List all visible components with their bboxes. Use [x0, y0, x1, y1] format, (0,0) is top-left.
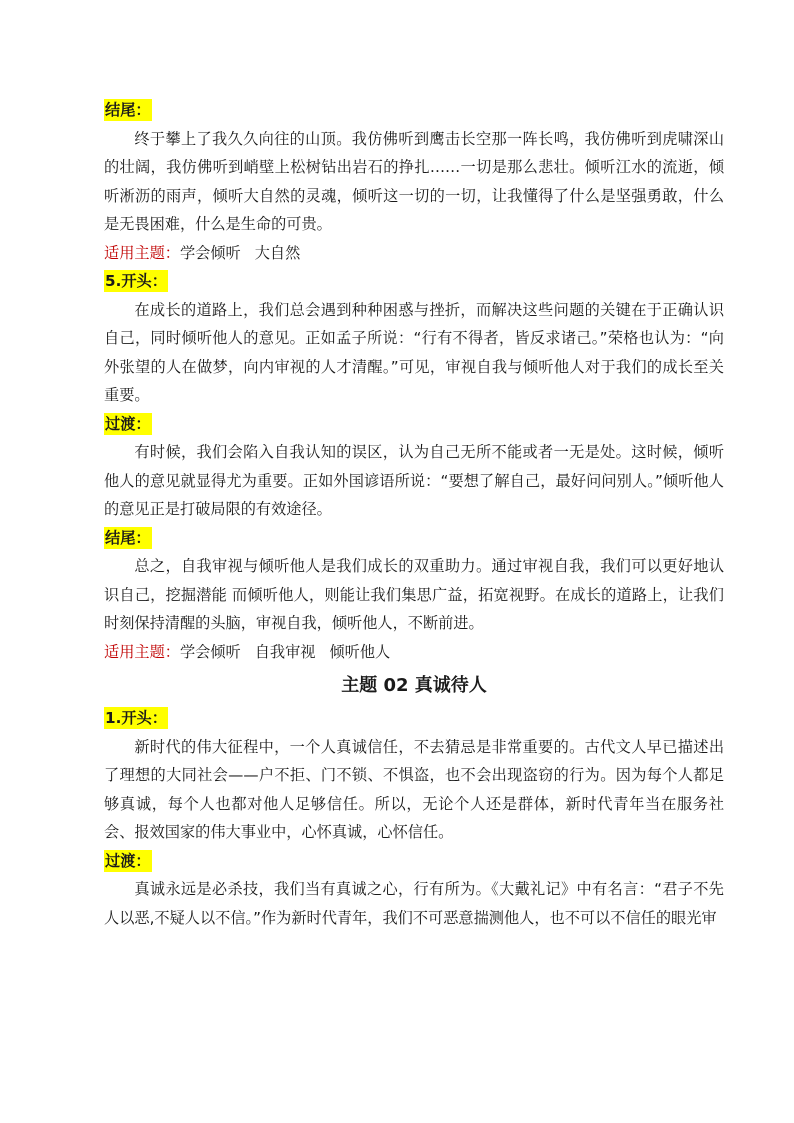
theme-tag: 学会倾听: [179, 642, 241, 661]
ending-paragraph: 总之，自我审视与倾听他人是我们成长的双重助力。通过审视自我，我们可以更好地认识自己，挖掘潜能 而倾听他人，则能让我们集思广益，拓宽视野。在成长的道路上，让我们时刻保持清醒的头脑，审视自我，倾听他人，不断前进。: [104, 557, 724, 632]
applicable-theme: [104, 638, 724, 667]
transition-label-line: [104, 847, 724, 876]
theme-tag: 学会倾听: [179, 243, 241, 262]
ending-label: 结尾：: [105, 528, 151, 547]
transition-label: 过渡：: [105, 414, 151, 433]
opening-label-line: [104, 267, 724, 296]
document-content: [104, 96, 724, 932]
theme-tags: [180, 244, 314, 262]
ending-paragraph: 终于攀上了我久久向往的山顶。我仿佛听到鹰击长空那一阵长鸣，我仿佛听到虎啸深山的壮阔，我仿佛听到峭壁上松树钻出岩石的挣扎……一切是那么悲壮。倾听江水的流逝，倾听淅沥的雨声，倾听大自然的灵魂，倾听这一切的一切，让我懂得了什么是坚强勇敢，什么是无畏困难，什么是生命的可贵。: [104, 129, 724, 233]
theme-tag: 自我审视: [254, 642, 316, 661]
ending-label-line: [104, 524, 724, 553]
ending-label-line: [104, 96, 724, 125]
transition-paragraph: 有时候，我们会陷入自我认知的误区，认为自己无所不能或者一无是处。这时候，倾听他人的意见就显得尤为重要。正如外国谚语所说：“要想了解自己，最好问问别人。”倾听他人的意见正是打破局限的有效途径。: [104, 443, 724, 518]
theme-tags: [180, 643, 404, 661]
transition-label-line: [104, 410, 724, 439]
theme-label: 适用主题：: [104, 642, 180, 661]
opening-label: 5.开头：: [105, 272, 167, 290]
section-heading: 主题 02 真诚待人: [341, 675, 487, 696]
theme-tag: 倾听他人: [329, 642, 391, 661]
opening-label: 1.开头：: [105, 709, 167, 727]
theme-tag: 大自然: [254, 243, 301, 262]
applicable-theme: [104, 239, 724, 268]
transition-label: 过渡：: [105, 851, 151, 870]
theme-label: 适用主题：: [104, 243, 180, 262]
opening-label-line: [104, 704, 724, 733]
ending-label: 结尾：: [105, 101, 151, 119]
transition-paragraph: 真诚永远是必杀技，我们当有真诚之心，行有所为。《大戴礼记》中有名言：“君子不先人以恶,不疑人以不信。”作为新时代青年，我们不可恶意揣测他人，也不可以不信任的眼光审: [104, 880, 724, 927]
opening-paragraph: 新时代的伟大征程中，一个人真诚信任，不去猜忌是非常重要的。古代文人早已描述出了理想的大同社会——户不拒、门不锁、不惧盗，也不会出现盗窃的行为。因为每个人都足够真诚，每个人也都对他人足够信任。所以，无论个人还是群体，新时代青年当在服务社会、报效国家的伟大事业中，心怀真诚，心怀信任。: [104, 737, 724, 841]
opening-paragraph: 在成长的道路上，我们总会遇到种种困惑与挫折，而解决这些问题的关键在于正确认识自己，同时倾听他人的意见。正如孟子所说：“行有不得者，皆反求诸己。”荣格也认为：“向外张望的人在做梦，向内审视的人才清醒。”可见，审视自我与倾听他人对于我们的成长至关重要。: [104, 300, 724, 404]
